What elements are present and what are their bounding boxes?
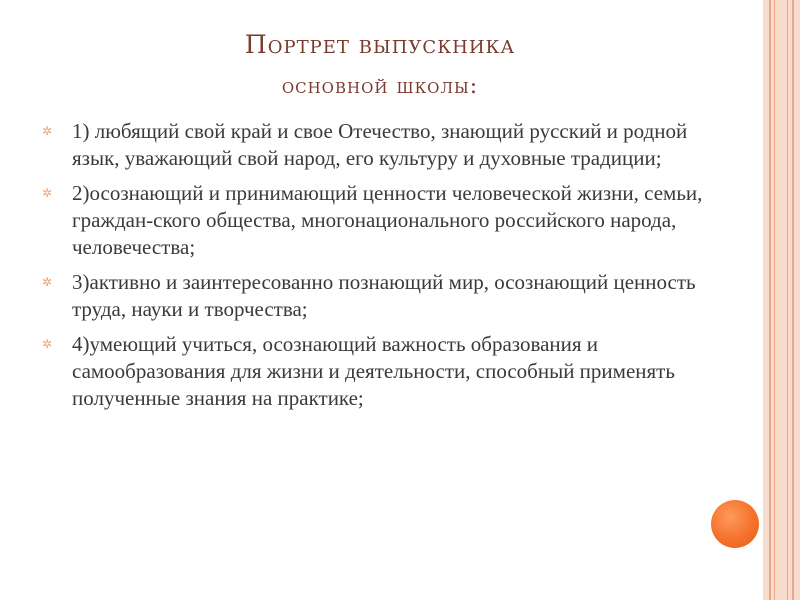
slide-title <box>120 28 640 104</box>
list-item <box>40 269 720 323</box>
list-item-text: 1) любящий свой край и свое Отечество, знающий русский и родной язык, уважающий свой народ, его культуру и духовные традиции; <box>72 119 688 170</box>
list-item-text: 2)осознающий и принимающий ценности человеческой жизни, семьи, граждан-ского общества, многонационального российского народа, человечества; <box>72 181 703 259</box>
list-item <box>40 118 720 172</box>
list-item-text: 4)умеющий учиться, осознающий важность образования и самообразования для жизни и деятельности, способный применять полученные знания на практике; <box>72 332 675 410</box>
bullet-list <box>40 118 720 420</box>
title-line-2: основной школы: <box>281 74 479 99</box>
title-line-1: Портрет выпускника <box>244 30 516 59</box>
sun-bullet-icon: ✲ <box>42 124 53 138</box>
sun-bullet-icon: ✲ <box>42 337 53 351</box>
border-line <box>769 0 771 600</box>
list-item-text: 3)активно и заинтересованно познающий мир, осознающий ценность труда, науки и творчества; <box>72 270 696 321</box>
list-item <box>40 180 720 261</box>
border-line <box>792 0 794 600</box>
orange-circle-decoration <box>711 500 759 548</box>
border-line <box>774 0 775 600</box>
border-line <box>787 0 788 600</box>
list-item <box>40 331 720 412</box>
sun-bullet-icon: ✲ <box>42 186 53 200</box>
sun-bullet-icon: ✲ <box>42 275 53 289</box>
